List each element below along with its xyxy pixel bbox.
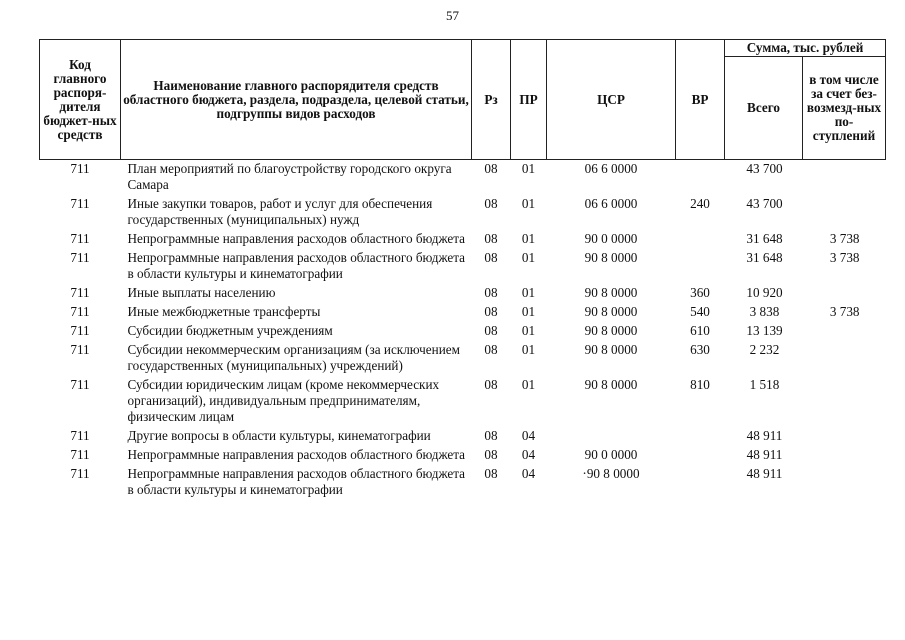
cell-vr [676, 427, 725, 446]
cell-code: 711 [70, 250, 90, 265]
cell-total: 3 838 [749, 304, 780, 319]
cell-code: 711 [70, 466, 90, 481]
cell-pr: 04 [521, 428, 536, 443]
cell-vr: 630 [690, 342, 710, 357]
header-code: Код главного распоря-дителя бюджет-ных средств [40, 40, 121, 160]
cell-rz: 08 [484, 466, 498, 481]
header-name: Наименование главного распорядителя средств областного бюджета, раздела, подраздела, целевой статьи, подгруппы видов расходов [121, 40, 472, 160]
header-rz: Рз [472, 40, 511, 160]
cell-incl [803, 341, 886, 376]
cell-vr: 810 [690, 377, 710, 392]
table-row [40, 322, 886, 341]
cell-pr: 01 [521, 323, 536, 338]
cell-pr: 01 [521, 342, 536, 357]
cell-pr: 01 [521, 161, 536, 176]
cell-rz: 08 [484, 428, 498, 443]
cell-csr [547, 427, 676, 446]
cell-incl: 3 738 [829, 231, 860, 246]
cell-pr: 01 [521, 196, 536, 211]
cell-code: 711 [70, 342, 90, 357]
budget-table [39, 39, 886, 500]
table-header [40, 40, 886, 160]
cell-rz: 08 [484, 447, 498, 462]
cell-total: 2 232 [749, 342, 780, 357]
cell-name: Субсидии бюджетным учреждениям [127, 323, 333, 338]
cell-rz: 08 [484, 323, 498, 338]
cell-code: 711 [70, 304, 90, 319]
cell-pr: 01 [521, 250, 536, 265]
cell-total: 48 911 [746, 466, 783, 481]
table-row [40, 303, 886, 322]
cell-csr: 90 8 0000 [584, 250, 638, 265]
cell-code: 711 [70, 161, 90, 176]
cell-total: 10 920 [746, 285, 783, 300]
table-row [40, 249, 886, 284]
cell-rz: 08 [484, 196, 498, 211]
cell-vr: 540 [690, 304, 710, 319]
cell-code: 711 [70, 196, 90, 211]
cell-vr: 240 [690, 196, 710, 211]
table-row [40, 284, 886, 303]
cell-name: Субсидии некоммерческим организациям (за исключением государственных (муниципальных) учреждений) [127, 342, 460, 373]
cell-total: 13 139 [746, 323, 783, 338]
cell-incl [803, 446, 886, 465]
cell-incl: 3 738 [829, 250, 860, 265]
cell-total: 43 700 [746, 196, 783, 211]
cell-vr [676, 465, 725, 500]
header-vr: ВР [676, 40, 725, 160]
cell-csr: 06 6 0000 [584, 161, 638, 176]
cell-code: 711 [70, 231, 90, 246]
table-row [40, 341, 886, 376]
cell-pr: 04 [521, 466, 536, 481]
cell-code: 711 [70, 323, 90, 338]
cell-name: План мероприятий по благоустройству городского округа Самара [127, 161, 452, 192]
cell-incl [803, 322, 886, 341]
cell-incl [803, 284, 886, 303]
cell-name: Непрограммные направления расходов областного бюджета [127, 231, 466, 246]
cell-rz: 08 [484, 377, 498, 392]
table-row [40, 160, 886, 196]
cell-name: Иные межбюджетные трансферты [127, 304, 321, 319]
header-sum: Сумма, тыс. рублей [725, 40, 886, 57]
cell-name: Иные закупки товаров, работ и услуг для обеспечения государственных (муниципальных) нужд [127, 196, 433, 227]
cell-name: Непрограммные направления расходов областного бюджета в области культуры и кинематографии [127, 466, 466, 497]
cell-code: 711 [70, 428, 90, 443]
cell-name: Непрограммные направления расходов областного бюджета в области культуры и кинематографии [127, 250, 466, 281]
header-csr: ЦСР [547, 40, 676, 160]
cell-total: 1 518 [749, 377, 780, 392]
cell-incl [803, 160, 886, 196]
cell-code: 711 [70, 377, 90, 392]
cell-total: 48 911 [746, 447, 783, 462]
cell-incl: 3 738 [829, 304, 860, 319]
table-row [40, 195, 886, 230]
cell-vr [676, 160, 725, 196]
cell-vr [676, 230, 725, 249]
cell-csr: 90 8 0000 [584, 323, 638, 338]
table-row [40, 446, 886, 465]
table-row [40, 427, 886, 446]
cell-csr: 90 8 0000 [584, 285, 638, 300]
cell-csr: 90 0 0000 [584, 447, 638, 462]
cell-pr: 01 [521, 285, 536, 300]
cell-name: Иные выплаты населению [127, 285, 276, 300]
table-row [40, 230, 886, 249]
cell-total: 43 700 [746, 161, 783, 176]
cell-rz: 08 [484, 304, 498, 319]
header-total: Всего [725, 57, 803, 160]
cell-pr: 04 [521, 447, 536, 462]
cell-total: 31 648 [746, 250, 783, 265]
cell-rz: 08 [484, 231, 498, 246]
cell-incl [803, 376, 886, 427]
table-body [40, 160, 886, 501]
cell-rz: 08 [484, 285, 498, 300]
cell-name: Другие вопросы в области культуры, кинематографии [127, 428, 431, 443]
cell-incl [803, 427, 886, 446]
header-pr: ПР [511, 40, 547, 160]
cell-pr: 01 [521, 231, 536, 246]
page-number: 57 [446, 8, 459, 23]
cell-vr: 360 [690, 285, 710, 300]
cell-rz: 08 [484, 161, 498, 176]
cell-incl [803, 195, 886, 230]
table-row [40, 465, 886, 500]
cell-pr: 01 [521, 377, 536, 392]
cell-pr: 01 [521, 304, 536, 319]
table-row [40, 376, 886, 427]
header-incl: в том числе за счет без-возмезд-ных по-ступлений [803, 57, 886, 160]
cell-total: 31 648 [746, 231, 783, 246]
cell-csr: 90 8 0000 [584, 342, 638, 357]
cell-name: Непрограммные направления расходов областного бюджета [127, 447, 466, 462]
cell-code: 711 [70, 447, 90, 462]
cell-incl [803, 465, 886, 500]
cell-code: 711 [70, 285, 90, 300]
cell-total: 48 911 [746, 428, 783, 443]
cell-rz: 08 [484, 250, 498, 265]
cell-csr: 90 8 0000 [584, 304, 638, 319]
cell-name: Субсидии юридическим лицам (кроме некоммерческих организаций), индивидуальным предпринимателям, физическим лицам [127, 377, 440, 424]
cell-csr: 90 8 0000 [584, 377, 638, 392]
cell-vr [676, 446, 725, 465]
cell-vr: 610 [690, 323, 710, 338]
cell-csr: 90 0 0000 [584, 231, 638, 246]
cell-csr: 06 6 0000 [584, 196, 638, 211]
cell-csr: ·90 8 0000 [582, 466, 640, 481]
cell-rz: 08 [484, 342, 498, 357]
cell-vr [676, 249, 725, 284]
